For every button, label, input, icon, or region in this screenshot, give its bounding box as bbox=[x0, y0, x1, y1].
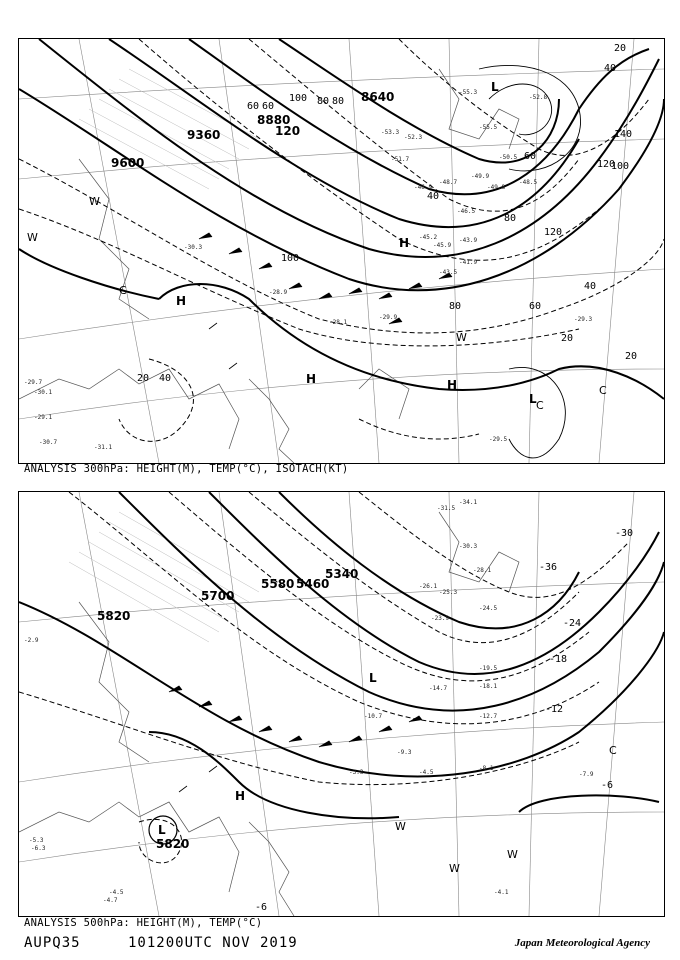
isotach-label: 20 bbox=[625, 351, 638, 362]
temp-contour-label: -36 bbox=[539, 562, 558, 573]
isotach-label: 40 bbox=[159, 373, 172, 384]
temp-label: -12.7 bbox=[479, 713, 498, 720]
temp-label: -23.9 bbox=[431, 615, 450, 622]
temp-contour-label: -12 bbox=[545, 704, 564, 715]
isotach-label: 120 bbox=[597, 159, 616, 170]
temp-label: -49.8 bbox=[487, 184, 506, 191]
isotach-label: 20 bbox=[561, 333, 574, 344]
analysis-300hpa-map bbox=[18, 38, 665, 464]
low-pressure-center: L bbox=[369, 671, 377, 685]
temp-label: -48.7 bbox=[439, 179, 458, 186]
temp-contour-label: -6 bbox=[255, 902, 268, 913]
warm-mark: W bbox=[89, 195, 100, 208]
warm-mark: W bbox=[27, 231, 38, 244]
temp-label: -51.7 bbox=[391, 156, 410, 163]
temp-label: -45.9 bbox=[433, 242, 452, 249]
warm-mark: W bbox=[456, 331, 467, 344]
height-label: 9600 bbox=[111, 156, 145, 170]
isotach-label: 100 bbox=[281, 253, 300, 264]
temp-contour-label: -24 bbox=[563, 618, 582, 629]
temp-label: -46.5 bbox=[457, 208, 476, 215]
temp-label: -43.5 bbox=[439, 269, 458, 276]
temp-contour-label: -6 bbox=[601, 780, 614, 791]
map-500hpa-svg bbox=[19, 492, 664, 916]
cold-mark: C bbox=[119, 284, 127, 297]
cold-mark: C bbox=[609, 744, 617, 757]
high-pressure-center: H bbox=[447, 378, 458, 392]
temp-label: -50.5 bbox=[499, 154, 518, 161]
cold-mark: C bbox=[536, 399, 544, 412]
chart-time: 101200UTC NOV 2019 bbox=[128, 935, 298, 951]
isotach-label: 40 bbox=[604, 63, 617, 74]
height-label: 120 bbox=[275, 124, 301, 138]
temp-label: -3.3 bbox=[349, 769, 364, 776]
temp-label: -26.1 bbox=[419, 583, 438, 590]
isotach-label: 80 bbox=[317, 96, 330, 107]
temp-label: -25.3 bbox=[439, 589, 458, 596]
height-label: 5820 bbox=[156, 837, 190, 851]
temp-label: -29.9 bbox=[379, 314, 398, 321]
height-label: 8880 bbox=[257, 113, 291, 127]
temp-label: -29.5 bbox=[489, 436, 508, 443]
height-label: 5700 bbox=[201, 589, 235, 603]
temp-label: -8.1 bbox=[479, 765, 494, 772]
temp-label: -29.3 bbox=[574, 316, 593, 323]
temp-label: -52.3 bbox=[404, 134, 423, 141]
isotach-label: 40 bbox=[584, 281, 597, 292]
temp-label: -52.8 bbox=[529, 94, 548, 101]
temp-label: -28.1 bbox=[329, 319, 348, 326]
height-label: 5340 bbox=[325, 567, 359, 581]
isotach-label: 80 bbox=[504, 213, 517, 224]
analysis-500hpa-map bbox=[18, 491, 665, 917]
height-label: 9360 bbox=[187, 128, 221, 142]
isotach-label: 120 bbox=[544, 227, 563, 238]
caption-300hpa: ANALYSIS 300hPa: HEIGHT(M), TEMP(°C), ISOTACH(KT) bbox=[24, 463, 349, 475]
temp-label: -14.7 bbox=[429, 685, 448, 692]
temp-label: -31.5 bbox=[437, 505, 456, 512]
temp-label: -45.2 bbox=[419, 234, 438, 241]
high-pressure-center: H bbox=[235, 789, 246, 803]
temp-label: -28.1 bbox=[473, 567, 492, 574]
wind-barbs bbox=[169, 686, 422, 792]
height-label: 5580 bbox=[261, 577, 295, 591]
caption-500hpa: ANALYSIS 500hPa: HEIGHT(M), TEMP(°C) bbox=[24, 917, 263, 929]
isotach-label: 140 bbox=[614, 129, 633, 140]
temp-contour-label: -30 bbox=[615, 528, 634, 539]
temp-label: -7.9 bbox=[579, 771, 594, 778]
warm-mark: W bbox=[449, 862, 460, 875]
temp-label: -4.5 bbox=[419, 769, 434, 776]
temp-label: -9.3 bbox=[397, 749, 412, 756]
isotach-label: 40 bbox=[427, 191, 440, 202]
height-label: 8640 bbox=[361, 90, 395, 104]
low-pressure-center: L bbox=[491, 80, 499, 94]
temp-label: -55.3 bbox=[459, 89, 478, 96]
low-pressure-center: L bbox=[529, 392, 537, 406]
temp-label: -30.3 bbox=[184, 244, 203, 251]
temp-label: -41.9 bbox=[459, 259, 478, 266]
low-pressure-center: L bbox=[158, 823, 166, 837]
temp-label: -49.9 bbox=[471, 173, 490, 180]
isotach-label: 60 bbox=[247, 101, 260, 112]
temp-label: -4.1 bbox=[494, 889, 509, 896]
wind-barbs bbox=[199, 233, 452, 369]
isotach-label: 20 bbox=[614, 43, 627, 54]
height-contours bbox=[19, 492, 664, 818]
isotach-label: 60 bbox=[529, 301, 542, 312]
isotach-label: 20 bbox=[137, 373, 150, 384]
temp-label: -4.5 bbox=[109, 889, 124, 896]
high-pressure-center: H bbox=[306, 372, 317, 386]
temp-label: -28.9 bbox=[269, 289, 288, 296]
temp-label: -2.9 bbox=[24, 637, 39, 644]
temp-label: -30.1 bbox=[34, 389, 53, 396]
temp-label: -24.5 bbox=[479, 605, 498, 612]
high-pressure-center: H bbox=[399, 236, 410, 250]
isotach-label: 100 bbox=[289, 93, 308, 104]
temp-label: -53.3 bbox=[381, 129, 400, 136]
isotach-label: 60 bbox=[262, 101, 275, 112]
temp-label: -46.9 bbox=[414, 184, 433, 191]
high-pressure-center: H bbox=[176, 294, 187, 308]
cold-mark: C bbox=[599, 384, 607, 397]
isotach-label: 100 bbox=[611, 161, 630, 172]
temp-label: -29.1 bbox=[34, 414, 53, 421]
temp-label: -30.3 bbox=[459, 543, 478, 550]
temp-label: -34.1 bbox=[459, 499, 478, 506]
warm-mark: W bbox=[395, 820, 406, 833]
height-label: 5820 bbox=[97, 609, 131, 623]
temp-contour-label: -18 bbox=[549, 654, 568, 665]
temp-label: -29.7 bbox=[24, 379, 43, 386]
temp-label: -30.7 bbox=[39, 439, 58, 446]
graticule bbox=[19, 492, 664, 916]
temp-label: -6.3 bbox=[31, 845, 46, 852]
temp-label: -10.7 bbox=[364, 713, 383, 720]
isotach-label: 60 bbox=[524, 151, 537, 162]
temp-label: -19.5 bbox=[479, 665, 498, 672]
isotach-label: 80 bbox=[449, 301, 462, 312]
agency-name: Japan Meteorological Agency bbox=[514, 937, 650, 949]
temp-label: -43.9 bbox=[459, 237, 478, 244]
isotach-label: 80 bbox=[332, 96, 345, 107]
chart-id: AUPQ35 bbox=[24, 935, 81, 951]
temp-label: -48.5 bbox=[519, 179, 538, 186]
temp-label: -31.1 bbox=[94, 444, 113, 451]
height-label: 5460 bbox=[296, 577, 330, 591]
warm-mark: W bbox=[507, 848, 518, 861]
map-300hpa-svg bbox=[19, 39, 664, 463]
temp-label: -5.3 bbox=[29, 837, 44, 844]
temp-label: -18.1 bbox=[479, 683, 498, 690]
temp-label: -4.7 bbox=[103, 897, 118, 904]
temp-label: -55.5 bbox=[479, 124, 498, 131]
